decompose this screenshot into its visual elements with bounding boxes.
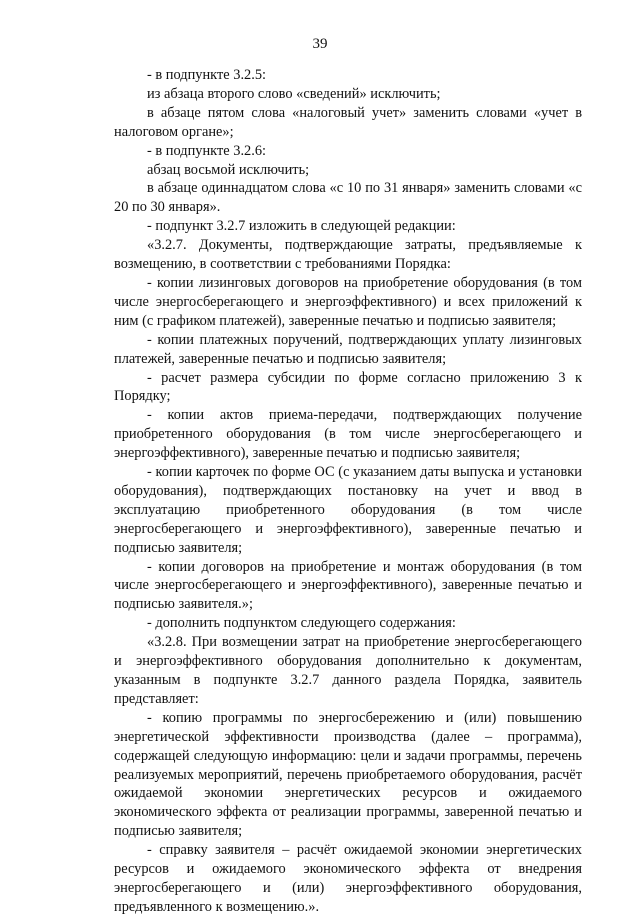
- paragraph-subitem-3-2-6: - в подпункте 3.2.6:: [147, 142, 267, 159]
- list-item-energy-program: - копию программы по энергосбережению и (или) повышению энергетической эффективности производства (далее – программа), содержащей следующую информацию: цели и задачи программы, перечень реализуемых мероприятий, перечень приобретаемого оборудования, расчёт ожидаемой экономии энергетических ресурсов и ожидаемого экономического эффекта от реализации программы, заверенной печатью и подписью заявителя;: [114, 709, 582, 840]
- paragraph-subitem-3-2-5: - в подпункте 3.2.5:: [147, 67, 267, 83]
- paragraph-replace-dates: в абзаце одиннадцатом слова «с 10 по 31 января» заменить словами «с 20 по 30 января».: [114, 180, 582, 216]
- list-item-payment-orders: - копии платежных поручений, подтверждающих уплату лизинговых платежей, заверенные печатью и подписью заявителя;: [114, 331, 582, 367]
- paragraph-remove-eighth: абзац восьмой исключить;: [147, 161, 310, 178]
- list-item-savings-certificate: - справку заявителя – расчёт ожидаемой экономии энергетических ресурсов и ожидаемого экономического эффекта от внедрения энергосберегающего и (или) энергоэффективного оборудования, предъявленного к возмещению.».: [114, 842, 582, 915]
- paragraph-subitem-3-2-7-intro: - подпункт 3.2.7 изложить в следующей редакции:: [147, 218, 456, 235]
- list-item-os-cards: - копии карточек по форме ОС (с указанием даты выпуска и установки оборудования), подтверждающих постановку на учет и ввод в эксплуатацию приобретенного оборудования (в том числе энергосберегающего и энергоэффективного), заверенные печатью и подписью заявителя;: [114, 464, 582, 556]
- paragraph-add-subitem: - дополнить подпунктом следующего содержания:: [147, 615, 456, 632]
- paragraph-remove-word: из абзаца второго слово «сведений» исключить;: [147, 85, 441, 102]
- paragraph-3-2-8-heading: «3.2.8. При возмещении затрат на приобретение энергосберегающего и энергоэффективного оборудования дополнительно к документам, указанным в подпункте 3.2.7 данного раздела Порядка, заявитель представляет:: [114, 634, 582, 707]
- list-item-subsidy-calculation: - расчет размера субсидии по форме согласно приложению 3 к Порядку;: [114, 369, 582, 405]
- list-item-purchase-contracts: - копии договоров на приобретение и монтаж оборудования (в том числе энергосберегающего и энергоэффективного), заверенные печатью и подписью заявителя.»;: [114, 558, 582, 613]
- paragraph-replace-tax-accounting: в абзаце пятом слова «налоговый учет» заменить словами «учет в налоговом органе»;: [114, 104, 582, 140]
- document-body: [114, 66, 582, 917]
- list-item-transfer-acts: - копии актов приема-передачи, подтверждающих получение приобретенного оборудования (в том числе энергосберегающего и энергоэффективного), заверенные печатью и подписью заявителя;: [114, 407, 582, 462]
- list-item-leasing-contracts: - копии лизинговых договоров на приобретение оборудования (в том числе энергосберегающего и энергоэффективного) и всех приложений к ним (с графиком платежей), заверенные печатью и подписью заявителя;: [114, 274, 582, 329]
- paragraph-3-2-7-heading: «3.2.7. Документы, подтверждающие затраты, предъявляемые к возмещению, в соответствии с требованиями Порядка:: [114, 237, 582, 273]
- page-number: 39: [312, 36, 328, 52]
